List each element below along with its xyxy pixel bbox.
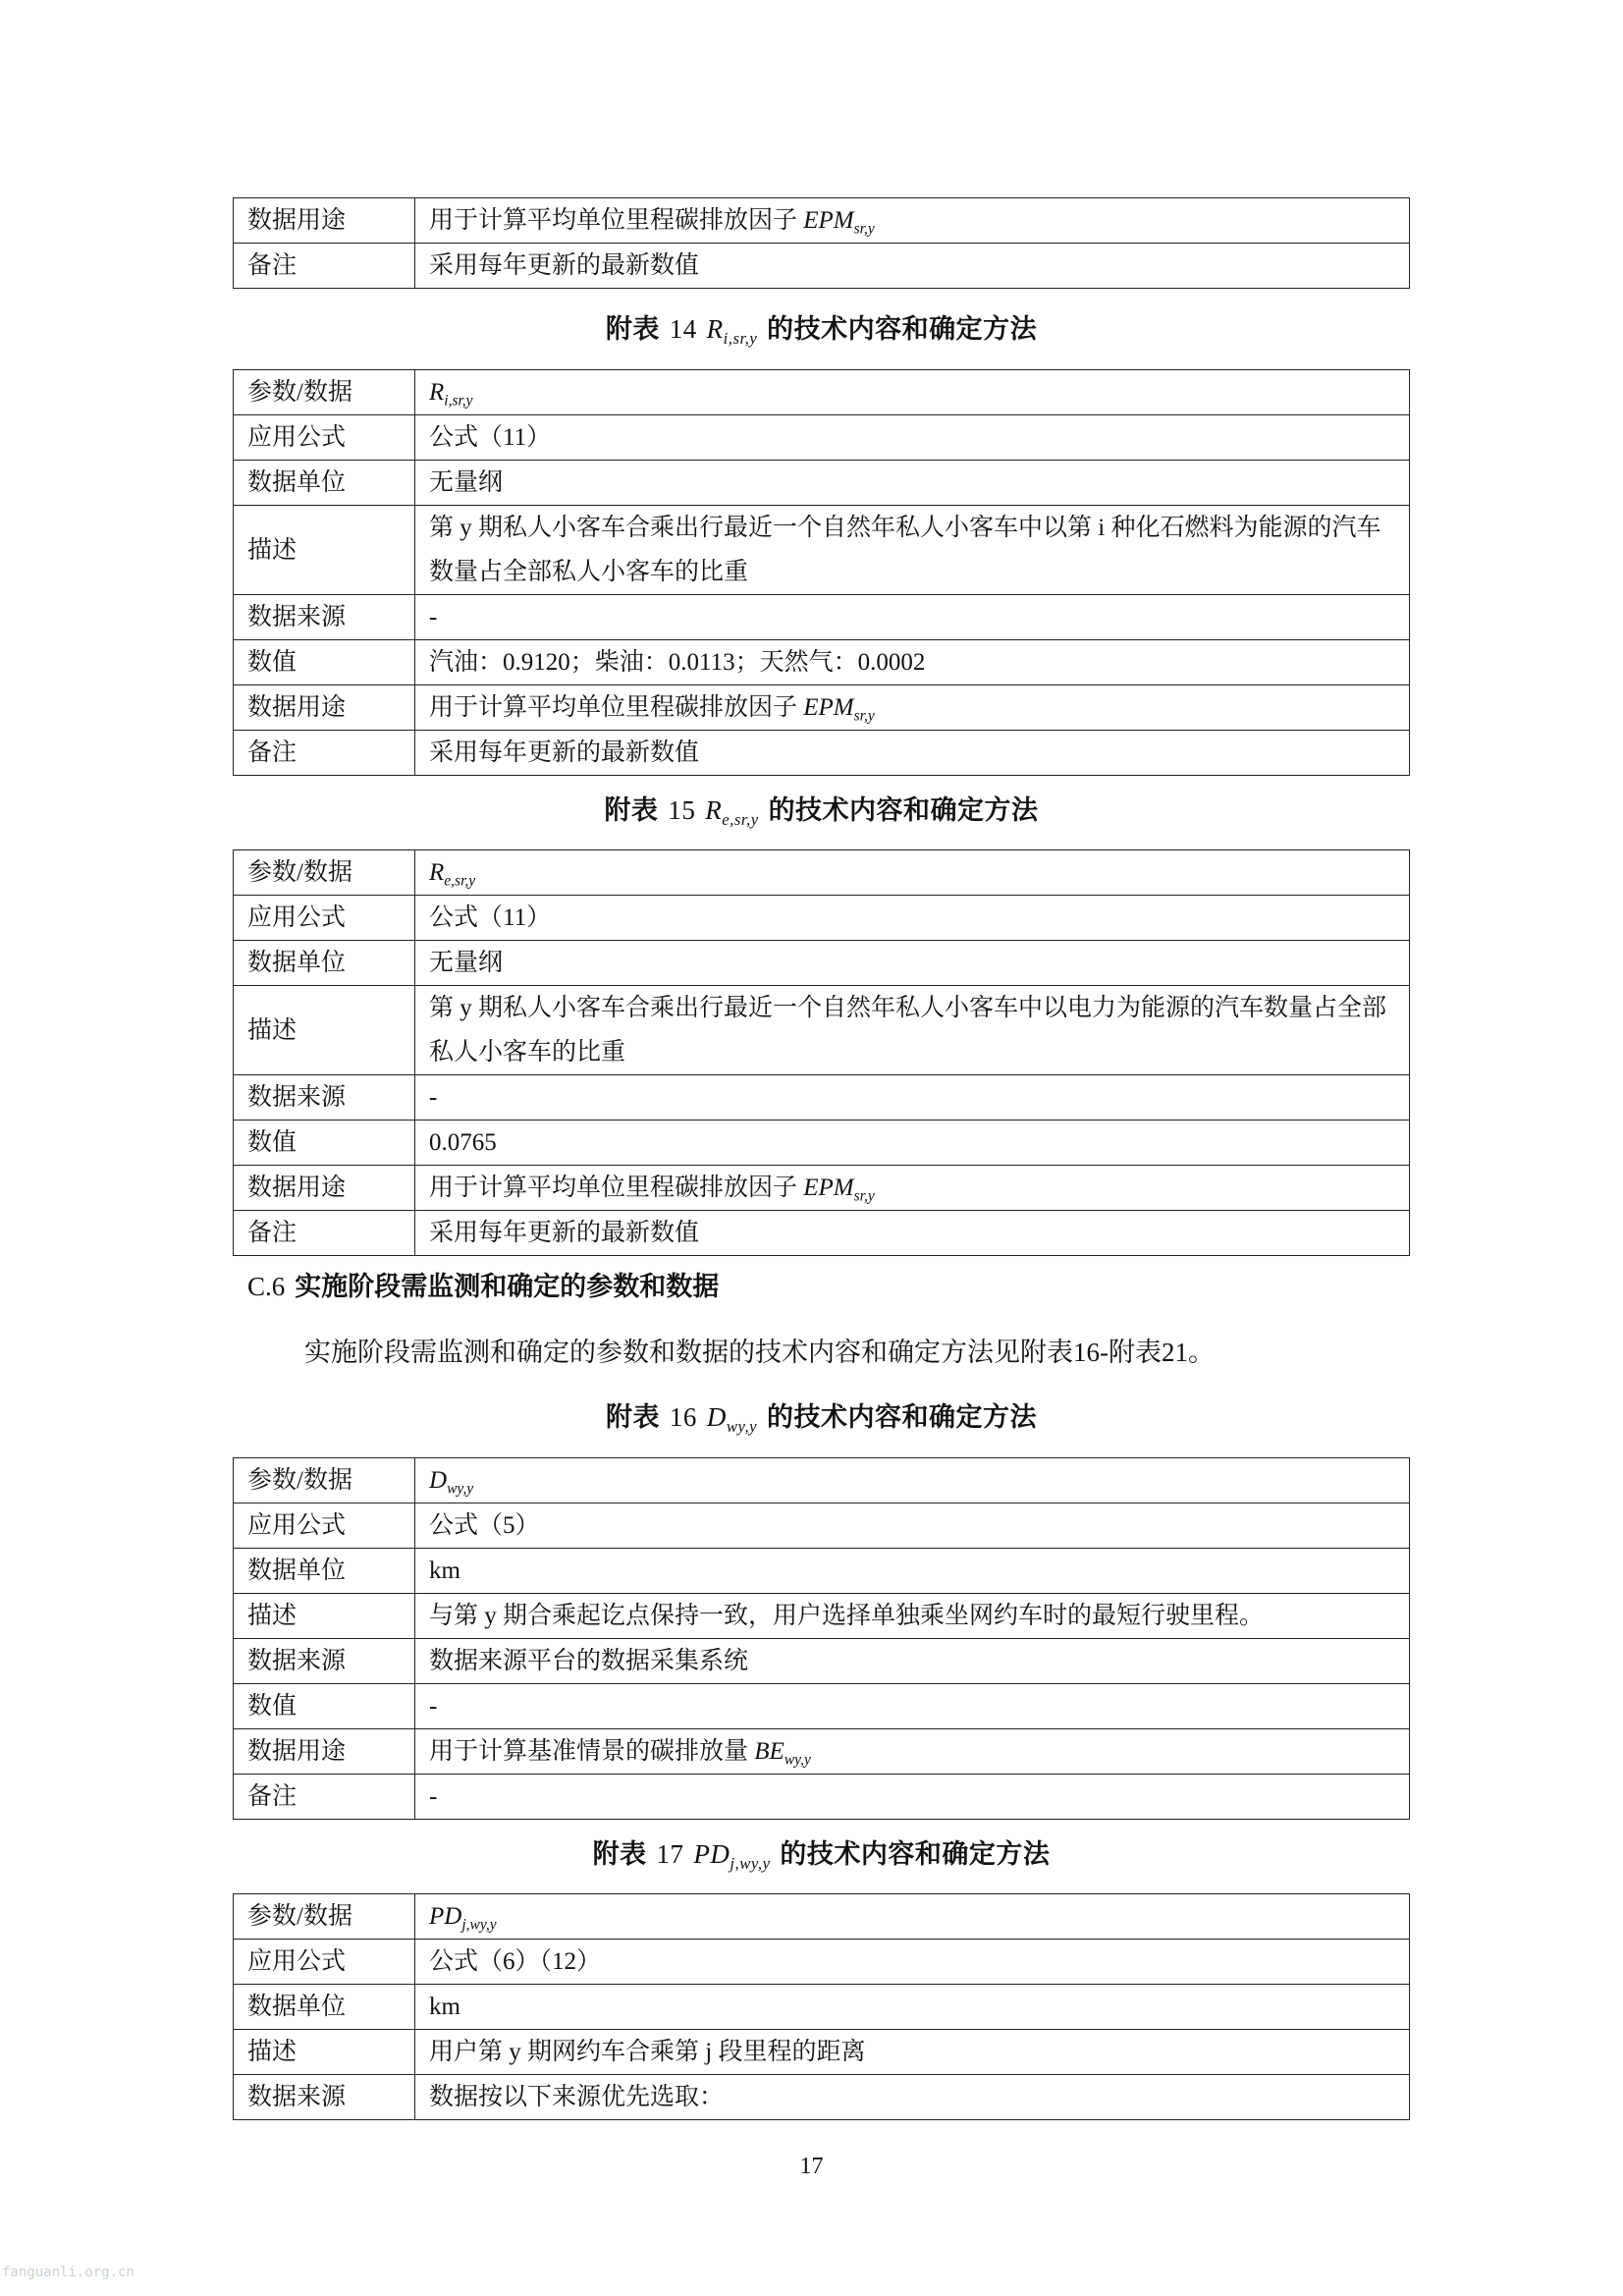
table-14-caption: 附表 14 $R_{i,sr,y}$ 的技术内容和确定方法 [605, 314, 1038, 348]
table-row [234, 1985, 1410, 2030]
table-row [234, 370, 1410, 415]
table-row [234, 1594, 1410, 1639]
row-value: km [415, 1985, 1410, 2030]
row-key: 参数/数据 [234, 1894, 415, 1940]
row-value: 公式（11） [415, 415, 1410, 461]
row-value: 无量纲 [415, 461, 1410, 506]
row-key: 描述 [234, 2030, 415, 2075]
row-value: 公式（6）（12） [415, 1940, 1410, 1985]
table-15-caption: 附表 15 $R_{e,sr,y}$ 的技术内容和确定方法 [604, 795, 1039, 829]
table-row [234, 198, 1410, 244]
row-key: 数据用途 [234, 1166, 415, 1211]
row-key: 应用公式 [234, 1940, 415, 1985]
table-14 [233, 369, 1410, 776]
row-value: - [415, 1775, 1410, 1820]
row-value: 第 y 期私人小客车合乘出行最近一个自然年私人小客车中以电力为能源的汽车数量占全部 私人小客车的比重 [415, 986, 1410, 1075]
section-title: 实施阶段需监测和确定的参数和数据 [295, 1272, 720, 1302]
watermark: fanguanli.org.cn [2, 2265, 135, 2280]
row-key: 描述 [234, 986, 415, 1075]
table-row [234, 640, 1410, 685]
row-value: $D_{wy,y}$ [415, 1458, 1410, 1503]
table-16 [233, 1457, 1410, 1820]
row-key: 数据单位 [234, 461, 415, 506]
table-row [234, 506, 1410, 595]
row-key: 数据来源 [234, 595, 415, 640]
table-row [234, 2030, 1410, 2075]
table-row [234, 1684, 1410, 1729]
row-value: 数据来源平台的数据采集系统 [415, 1639, 1410, 1684]
row-value: 无量纲 [415, 941, 1410, 986]
row-key: 数值 [234, 1121, 415, 1166]
row-key: 数据用途 [234, 198, 415, 244]
row-value: 采用每年更新的最新数值 [415, 1211, 1410, 1256]
table-row [234, 896, 1410, 941]
row-key: 参数/数据 [234, 370, 415, 415]
table-row [234, 461, 1410, 506]
row-value: 汽油：0.9120；柴油：0.0113；天然气：0.0002 [415, 640, 1410, 685]
row-key: 数据来源 [234, 1639, 415, 1684]
table-17 [233, 1893, 1410, 2120]
row-key: 数据单位 [234, 1549, 415, 1594]
row-key: 数据用途 [234, 1729, 415, 1775]
section-paragraph: 实施阶段需监测和确定的参数和数据的技术内容和确定方法见附表16-附表21。 [304, 1338, 1215, 1367]
row-key: 应用公式 [234, 1503, 415, 1549]
row-key: 数据单位 [234, 941, 415, 986]
table-row [234, 1075, 1410, 1121]
row-value: 与第 y 期合乘起讫点保持一致，用户选择单独乘坐网约车时的最短行驶里程。 [415, 1594, 1410, 1639]
row-key: 描述 [234, 506, 415, 595]
table-row [234, 595, 1410, 640]
row-value: 用户第 y 期网约车合乘第 j 段里程的距离 [415, 2030, 1410, 2075]
row-key: 备注 [234, 244, 415, 289]
row-key: 参数/数据 [234, 1458, 415, 1503]
row-value: - [415, 595, 1410, 640]
row-value: 用于计算平均单位里程碳排放因子 $EPM_{sr,y}$ [415, 685, 1410, 731]
row-value: - [415, 1684, 1410, 1729]
row-value: 用于计算基准情景的碳排放量 $BE_{wy,y}$ [415, 1729, 1410, 1775]
table-row [234, 1458, 1410, 1503]
table-row [234, 2075, 1410, 2120]
table-row [234, 1211, 1410, 1256]
table-row [234, 1729, 1410, 1775]
table-13-tail [233, 197, 1410, 289]
row-value: $R_{e,sr,y}$ [415, 850, 1410, 896]
row-value: 采用每年更新的最新数值 [415, 731, 1410, 776]
table-row [234, 986, 1410, 1075]
page-number: 17 [799, 2154, 824, 2179]
row-value: 采用每年更新的最新数值 [415, 244, 1410, 289]
row-key: 数据来源 [234, 1075, 415, 1121]
table-row [234, 731, 1410, 776]
row-value: 用于计算平均单位里程碳排放因子 $EPM_{sr,y}$ [415, 1166, 1410, 1211]
table-row [234, 1894, 1410, 1940]
table-row [234, 1775, 1410, 1820]
table-row [234, 850, 1410, 896]
row-value: - [415, 1075, 1410, 1121]
row-value: 数据按以下来源优先选取： [415, 2075, 1410, 2120]
row-key: 数据用途 [234, 685, 415, 731]
table-row [234, 941, 1410, 986]
row-value: $PD_{j,wy,y}$ [415, 1894, 1410, 1940]
row-key: 备注 [234, 1211, 415, 1256]
row-key: 数值 [234, 640, 415, 685]
section-heading [247, 1265, 719, 1303]
table-row [234, 415, 1410, 461]
table-row [234, 1549, 1410, 1594]
row-key: 备注 [234, 1775, 415, 1820]
table-row [234, 1166, 1410, 1211]
table-row [234, 244, 1410, 289]
row-key: 应用公式 [234, 415, 415, 461]
row-value: 用于计算平均单位里程碳排放因子 $EPM_{sr,y}$ [415, 198, 1410, 244]
table-row [234, 1639, 1410, 1684]
row-key: 数值 [234, 1684, 415, 1729]
table-row [234, 1940, 1410, 1985]
row-value: 0.0765 [415, 1121, 1410, 1166]
table-15 [233, 849, 1410, 1256]
row-key: 备注 [234, 731, 415, 776]
row-key: 参数/数据 [234, 850, 415, 896]
row-key: 描述 [234, 1594, 415, 1639]
row-key: 数据单位 [234, 1985, 415, 2030]
table-row [234, 1503, 1410, 1549]
table-row [234, 685, 1410, 731]
row-value: 公式（11） [415, 896, 1410, 941]
row-value: $R_{i,sr,y}$ [415, 370, 1410, 415]
table-row [234, 1121, 1410, 1166]
table-17-caption: 附表 17 $PD_{j,wy,y}$ 的技术内容和确定方法 [592, 1839, 1051, 1873]
row-key: 数据来源 [234, 2075, 415, 2120]
row-value: km [415, 1549, 1410, 1594]
row-key: 应用公式 [234, 896, 415, 941]
row-value: 第 y 期私人小客车合乘出行最近一个自然年私人小客车中以第 i 种化石燃料为能源的汽车 数量占全部私人小客车的比重 [415, 506, 1410, 595]
section-number: C.6 [247, 1272, 286, 1301]
table-16-caption: 附表 16 $D_{wy,y}$ 的技术内容和确定方法 [606, 1402, 1037, 1436]
row-value: 公式（5） [415, 1503, 1410, 1549]
